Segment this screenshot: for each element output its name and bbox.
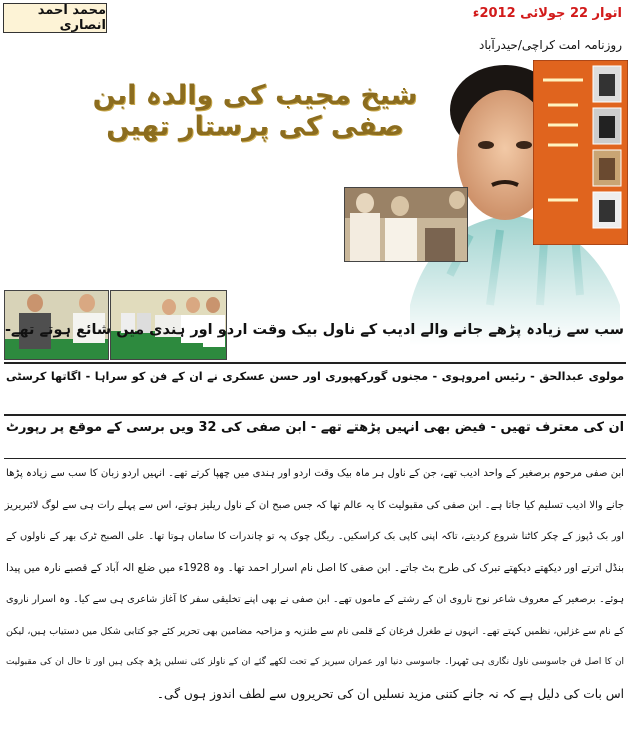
body-line: اس بات کی دلیل ہے کہ نہ جانے کتنی مزید نسلیں ان کی تحریروں سے لطف اندوز ہوں گی۔ <box>156 686 624 701</box>
byline-box <box>3 3 107 33</box>
subheadline-2: مولوی عبدالحق - رئیس امروہوی - مجنوں گورکھپوری اور حسن عسکری نے ان کے فن کو سراہا - اگاتھا کرسٹی <box>6 370 624 383</box>
headline: شیخ مجیب کی والدہ ابن صفی کی پرستار تھیں <box>92 80 418 142</box>
divider <box>4 362 626 364</box>
sepia-group-photo <box>344 187 468 262</box>
body-line: جانے والا ادیب تسلیم کیا جاتا ہے۔ ابن صفی کی مقبولیت کا یہ عالم تھا کہ جس صبح ان کے ناول ریلیز ہوتے، اس سے پہلے رات ہی سے لوگ لائبریریز <box>4 499 624 511</box>
body-line: ابن صفی مرحوم برصغیر کے واحد ادیب تھے، جن کے ناول ہر ماہ بیک وقت اردو اور ہندی میں چھپا کرتے تھے۔ انہیں اردو زبان کا سب سے زیادہ پڑھا <box>6 468 624 479</box>
body-line: کے نام سے غزلیں، نظمیں کہتے تھے۔ انہوں نے طغرل فرغان کے قلمی نام سے طنزیہ و مزاحیہ مضامین بھی تحریر کئے جو کتابی شکل میں دستیاب ہیں، لیکن <box>6 625 624 637</box>
book-cover-image <box>533 60 628 245</box>
subheadline-3: ان کی معترف تھیں - فیض بھی انہیں پڑھتے تھے - ابن صفی کی 32 ویں برسی کے موقع پر رپورٹ <box>6 420 624 435</box>
body-line: اور بک ڈپوز کے چکر کاٹنا شروع کردیتے، تاکہ اپنی کاپی بک کراسکیں۔ ریگل چوک پہ تو چاندرات کا ساماں ہوتا تھا۔ علی الصبح ٹرک بھر کے ناولوں کے <box>6 531 624 542</box>
newspaper-name: روزنامہ امت کراچی/حیدرآباد <box>479 38 622 52</box>
publication-date: اتوار 22 جولائی 2012ء <box>472 6 622 21</box>
body-line: ہوئے۔ برصغیر کے معروف شاعر نوح ناروی ان کے رشتے کے ماموں تھے۔ ابن صفی نے بھی اپنے تخلیقی سفر کا آغاز شاعری ہی سے کیا۔ وہ اسرار ناروی <box>6 594 624 605</box>
divider <box>4 414 626 416</box>
body-line: بنڈل اترتے اور دیکھتے دیکھتے تبرک کی طرح بٹ جاتے۔ ابن صفی کا اصل نام اسرار احمد تھا۔ وہ 1928ء میں ضلع الہ آباد کے قصبے نارہ میں پیدا <box>6 561 624 574</box>
article-body <box>6 458 624 710</box>
subheadline-1: سب سے زیادہ پڑھے جانے والے ادیب کے ناول بیک وقت اردو اور ہندی میں شائع ہوتے تھے- <box>4 322 624 338</box>
body-line: ان کا اصل فن جاسوسی ناول نگاری ہی ٹھہرا۔ جاسوسی دنیا اور عمران سیریز کے تحت لکھے گئے ان کے ناولز کئی نسلیں پڑھ چکی ہیں اور تا حال ان کی مقبولیت <box>6 657 624 667</box>
byline: محمد احمد انصاری <box>37 3 106 33</box>
